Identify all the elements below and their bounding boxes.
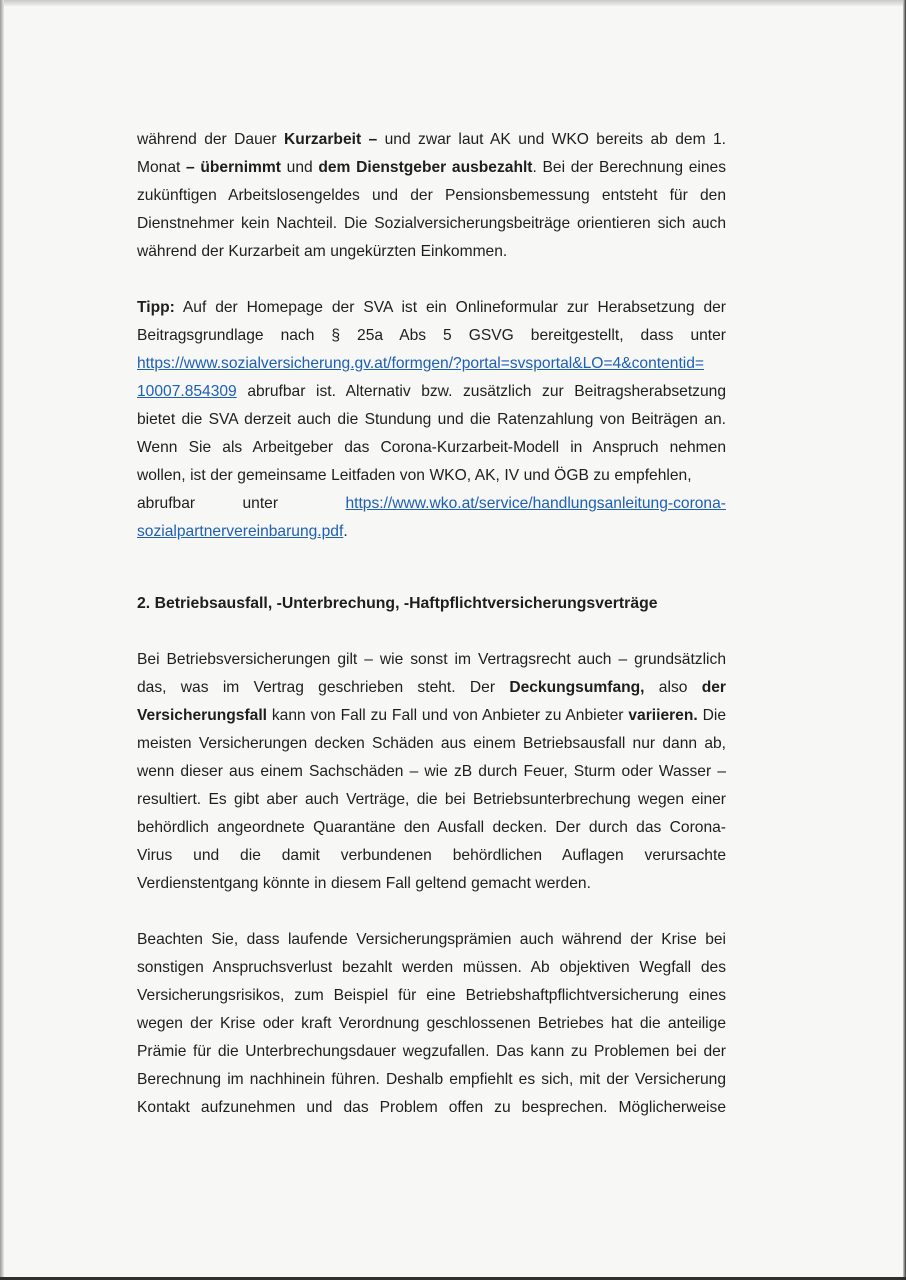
scan-edge-left [0, 0, 4, 1280]
spacer [137, 898, 726, 926]
paragraph-praemien: Beachten Sie, dass laufende Versicherungsprämien auch während der Krise bei sonstigen Anspruchsverlust bezahlt werden müssen. Ab objektiven Wegfall des Versicherungsrisikos, zum Beispiel für eine Betriebshaftpflichtversicherung eines wegen der Krise oder kraft Verordnung geschlossenen Betriebes hat die anteilige Prämie für die Unterbrechungsdauer wegzufallen. Das kann zu Problemen bei der Berechnung im nachhinein führen. Deshalb empfiehlt es sich, mit der Versicherung Kontakt aufzunehmen und das Problem offen zu besprechen. Möglicherweise [137, 931, 726, 1116]
paragraph-kurzarbeit: während der Dauer Kurzarbeit – und zwar laut AK und WKO bereits ab dem 1. Monat – übernimmt und dem Dienstgeber ausbezahlt. Bei der Berechnung eines zukünftigen Arbeitslosengeldes und der Pensionsbemessung entsteht für den Dienstnehmer kein Nachteil. Die Sozialversicherungsbeiträge orientieren sich auch während der Kurzarbeit am ungekürzten Einkommen. [137, 131, 727, 260]
spacer [137, 266, 726, 294]
section-heading: 2. Betriebsausfall, -Unterbrechung, -Haftpflichtversicherungsverträge [137, 595, 658, 612]
paragraph-tipp-end: sozialpartnervereinbarung.pdf. [137, 523, 348, 540]
spacer [137, 546, 726, 590]
spacer [137, 618, 726, 646]
abrufbar-line: abrufbar unter https://www.wko.at/service/handlungsanleitung-corona- [137, 490, 726, 518]
paragraph-tipp: Tipp: Auf der Homepage der SVA ist ein Onlineformular zur Herabsetzung der Beitragsgrundlage nach § 25a Abs 5 GSVG bereitgestellt, dass unter https://www.sozialversicherung.gv.at/formgen/?portal=svsportal&LO=4&contentid= 10007.854309 abrufbar ist. Alternativ bzw. zusätzlich zur Beitragsherabsetzung bietet die SVA derzeit auch die Stundung und die Ratenzahlung von Beiträgen an. Wenn Sie als Arbeitgeber das Corona-Kurzarbeit-Modell in Anspruch nehmen wollen, ist der gemeinsame Leitfaden von WKO, AK, IV und ÖGB zu empfehlen, [137, 299, 726, 484]
bold-uebernimmt: – übernimmt [186, 159, 281, 176]
bold-dienstgeber: dem Dienstgeber ausbezahlt [318, 159, 533, 176]
sva-formular-link[interactable]: https://www.sozialversicherung.gv.at/formgen/?portal=svsportal&LO=4&contentid= [137, 355, 705, 372]
document-page [137, 126, 726, 1122]
bold-kurzarbeit: Kurzarbeit – [284, 131, 378, 148]
wko-leitfaden-link[interactable]: https://www.wko.at/service/handlungsanleitung-corona- [345, 495, 726, 512]
wko-leitfaden-link-cont[interactable]: sozialpartnervereinbarung.pdf [137, 523, 344, 540]
sva-formular-link-cont[interactable]: 10007.854309 [137, 383, 237, 400]
paragraph-betriebsversicherungen: Bei Betriebsversicherungen gilt – wie sonst im Vertragsrecht auch – grundsätzlich das, was im Vertrag geschrieben steht. Der Deckungsumfang, also der Versicherungsfall kann von Fall zu Fall und von Anbieter zu Anbieter variieren. Die meisten Versicherungen decken Schäden aus einem Betriebsausfall nur dann ab, wenn dieser aus einem Sachschäden – wie zB durch Feuer, Sturm oder Wasser – resultiert. Es gibt aber auch Verträge, die bei Betriebsunterbrechung wegen einer behördlich angeordnete Quarantäne den Ausfall decken. Der durch das Corona-Virus und die damit verbundenen behördlichen Auflagen verursachte Verdienstentgang könnte in diesem Fall geltend gemacht werden. [137, 651, 727, 892]
bold-deckungsumfang: Deckungsumfang, [509, 679, 645, 696]
scan-edge-top [0, 0, 906, 6]
tipp-label: Tipp: [137, 299, 175, 316]
bold-variieren: variieren. [628, 707, 698, 724]
bold-versicherungsfall: der Versicherungsfall [137, 679, 727, 724]
